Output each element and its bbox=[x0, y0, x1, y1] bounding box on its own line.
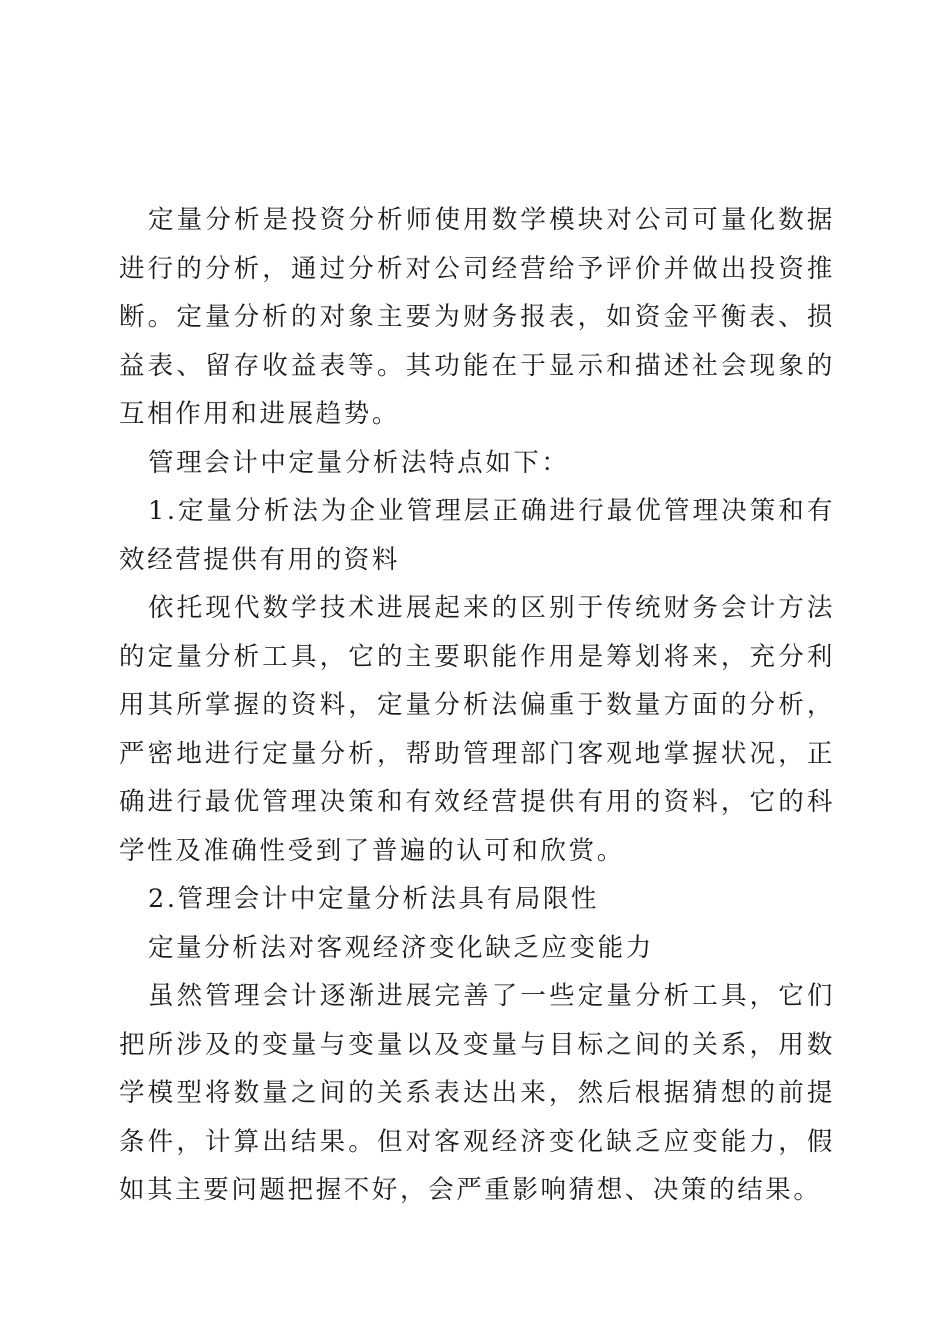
intro-paragraph: 定量分析是投资分析师使用数学模块对公司可量化数据进行的分析，通过分析对公司经营给予评价并做出投资推断。定量分析的对象主要为财务报表，如资金平衡表、损益表、留存收益表等。其功能在于显示和描述社会现象的互相作用和进展趋势。 bbox=[119, 205, 835, 429]
point-2-paragraph: 虽然管理会计逐渐进展完善了一些定量分析工具，它们把所涉及的变量与变量以及变量与目标之间的关系，用数学模型将数量之间的关系表达出来，然后根据猜想的前提条件，计算出结果。但对客观经济变化缺乏应变能力，假如其主要问题把握不好，会严重影响猜想、决策的结果。 bbox=[119, 981, 835, 1205]
point-2-subheading: 定量分析法对客观经济变化缺乏应变能力 bbox=[148, 932, 654, 963]
point-1-heading: 1.定量分析法为企业管理层正确进行最优管理决策和有效经营提供有用的资料 bbox=[119, 496, 835, 575]
point-1-paragraph: 依托现代数学技术进展起来的区别于传统财务会计方法的定量分析工具，它的主要职能作用是筹划将来，充分利用其所掌握的资料，定量分析法偏重于数量方面的分析，严密地进行定量分析，帮助管理部门客观地掌握状况，正确进行最优管理决策和有效经营提供有用的资料，它的科学性及准确性受到了普遍的认可和欣赏。 bbox=[119, 593, 835, 866]
features-heading: 管理会计中定量分析法特点如下： bbox=[148, 447, 570, 478]
document-body bbox=[119, 196, 835, 1215]
point-2-heading: 2.管理会计中定量分析法具有局限性 bbox=[148, 884, 600, 914]
